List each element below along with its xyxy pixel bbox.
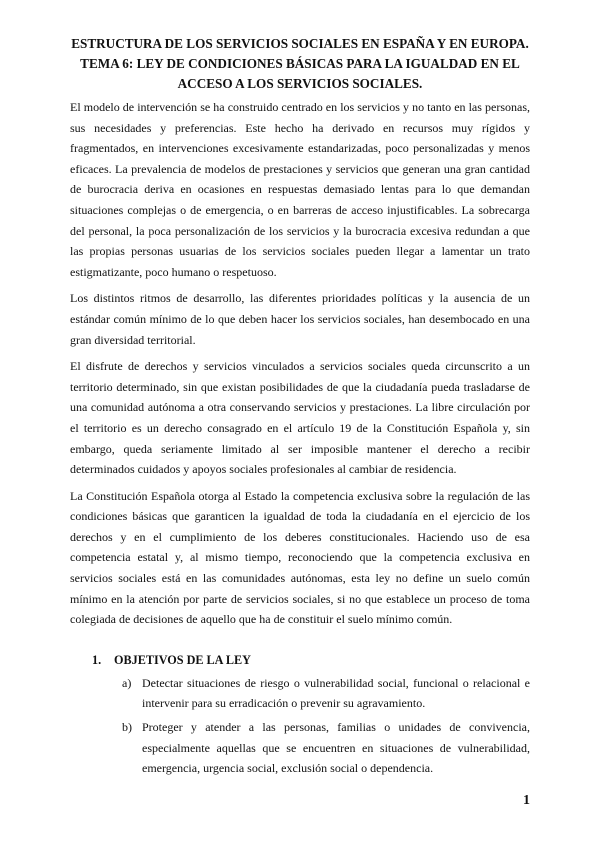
- list-item-letter: a): [122, 675, 132, 690]
- document-title: [70, 34, 530, 94]
- title-line-1: ESTRUCTURA DE LOS SERVICIOS SOCIALES EN ESPAÑA Y EN EUROPA.: [71, 36, 529, 51]
- paragraph-intervention-model: El modelo de intervención se ha construido centrado en los servicios y no tanto en las personas, sus necesidades y preferencias. Este hecho ha derivado en recursos muy rígidos y fragmentados, en intervenciones excesivamente estandarizadas, poco personalizadas y menos eficaces. La prevalencia de modelos de prestaciones y servicios que generan una gran cantidad de burocracia deriva en ocasiones en respuestas demasiado lentas para lo que demandan situaciones complejas o de emergencia, o en barreras de acceso injustificables. La sobrecarga del personal, la poca personalización de los servicios y la burocracia excesiva redundan a que las propias personas usuarias de los servicios sociales pueden llegar a lamentar un trato estigmatizante, poco humano o respetuoso.: [70, 100, 530, 279]
- paragraph-free-movement: El disfrute de derechos y servicios vinculados a servicios sociales queda circunscrito a un territorio determinado, sin que existan posibilidades de que la ciudadanía pueda trasladarse de una comunidad autónoma a otra conservando servicios y prestaciones. La libre circulación por el territorio es un derecho consagrado en el artículo 19 de la Constitución Española y, sin embargo, queda seriamente limitado al ser imposible mantener el derecho a recibir determinados cuidados y apoyos sociales profesionales al cambiar de residencia.: [70, 359, 530, 477]
- objectives-list: [70, 673, 530, 779]
- list-item: [70, 717, 530, 779]
- section-heading: [70, 649, 530, 671]
- title-line-3: ACCESO A LOS SERVICIOS SOCIALES.: [177, 76, 423, 91]
- list-item: [70, 673, 530, 714]
- list-item-text: Proteger y atender a las personas, familias o unidades de convivencia, especialmente aquellas que se encuentren en situaciones de vulnerabilidad, emergencia, urgencia social, exclusión social o dependencia.: [142, 720, 530, 776]
- section-number: 1.: [92, 652, 102, 667]
- section-title: OBJETIVOS DE LA LEY: [114, 652, 251, 667]
- page-number: 1: [523, 793, 530, 808]
- list-item-text: Detectar situaciones de riesgo o vulnerabilidad social, funcional o relacional e intervenir para su erradicación o prevenir su agravamiento.: [142, 675, 530, 711]
- paragraph-constitution-competence: La Constitución Española otorga al Estado la competencia exclusiva sobre la regulación de las condiciones básicas que garanticen la igualdad de toda la ciudadanía en el ejercicio de los derechos y en el cumplimiento de los deberes constitucionales. Haciendo uso de esa competencia estatal y, al mismo tiempo, reconociendo que la competencia exclusiva en servicios sociales está en las comunidades autónomas, esta ley no define un suelo común mínimo en la atención por parte de servicios sociales, si no que establece un proceso de toma colegiada de decisiones de aquello que ha de constituir el suelo mínimo común.: [70, 488, 530, 627]
- paragraph-territorial-diversity: Los distintos ritmos de desarrollo, las diferentes prioridades políticas y la ausencia de un estándar común mínimo de lo que deben hacer los servicios sociales, han desembocado en una gran diversidad territorial.: [70, 291, 530, 347]
- list-item-letter: b): [122, 720, 132, 735]
- title-line-2: TEMA 6: LEY DE CONDICIONES BÁSICAS PARA LA IGUALDAD EN EL: [80, 56, 520, 71]
